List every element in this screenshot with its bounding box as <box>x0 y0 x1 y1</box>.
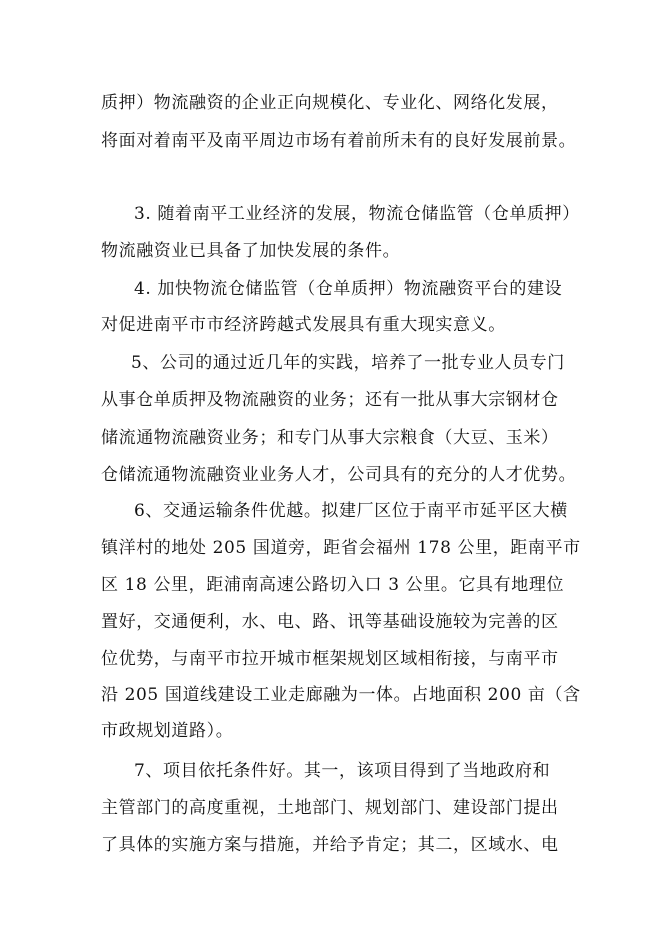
text-line: 置好，交通便利，水、电、路、讯等基础设施较为完善的区 <box>101 612 559 632</box>
text-line: 主管部门的高度重视，土地部门、规划部门、建设部门提出 <box>101 798 559 818</box>
text-line: 物流融资业已具备了加快发展的条件。 <box>101 241 401 261</box>
text-line: 4. 加快物流仓储监管（仓单质押）物流融资平台的建设 <box>134 279 563 299</box>
text-line: 区 18 公里，距浦南高速公路切入口 3 公里。它具有地理位 <box>101 575 565 595</box>
text-line: 镇洋村的地处 205 国道旁，距省会福州 178 公里，距南平市 <box>101 538 581 558</box>
text-line: 仓储流通物流融资业业务人才，公司具有的充分的人才优势。 <box>101 465 577 485</box>
text-line: 5、公司的通过近几年的实践，培养了一批专业人员专门 <box>131 353 565 373</box>
text-line: 7、项目依托条件好。其一，该项目得到了当地政府和 <box>134 761 551 781</box>
text-line: 6、交通运输条件优越。拟建厂区位于南平市延平区大横 <box>134 501 568 521</box>
text-line: 市政规划道路）。 <box>101 721 234 741</box>
text-line: 储流通物流融资业务；和专门从事大宗粮食（大豆、玉米） <box>101 428 559 448</box>
text-line: 对促进南平市市经济跨越式发展具有重大现实意义。 <box>101 315 506 335</box>
text-line: 沿 205 国道线建设工业走廊融为一体。占地面积 200 亩（含 <box>101 685 581 705</box>
text-line: 将面对着南平及南平周边市场有着前所未有的良好发展前景。 <box>101 131 577 151</box>
text-line: 了具体的实施方案与措施，并给予肯定；其二，区域水、电 <box>101 835 559 855</box>
text-line: 从事仓单质押及物流融资的业务；还有一批从事大宗钢材仓 <box>101 390 559 410</box>
text-line: 质押）物流融资的企业正向规模化、专业化、网络化发展， <box>101 93 559 113</box>
text-line: 3. 随着南平工业经济的发展，物流仓储监管（仓单质押） <box>134 204 580 224</box>
text-line: 位优势，与南平市拉开城市框架规划区域相衔接，与南平市 <box>101 649 559 669</box>
